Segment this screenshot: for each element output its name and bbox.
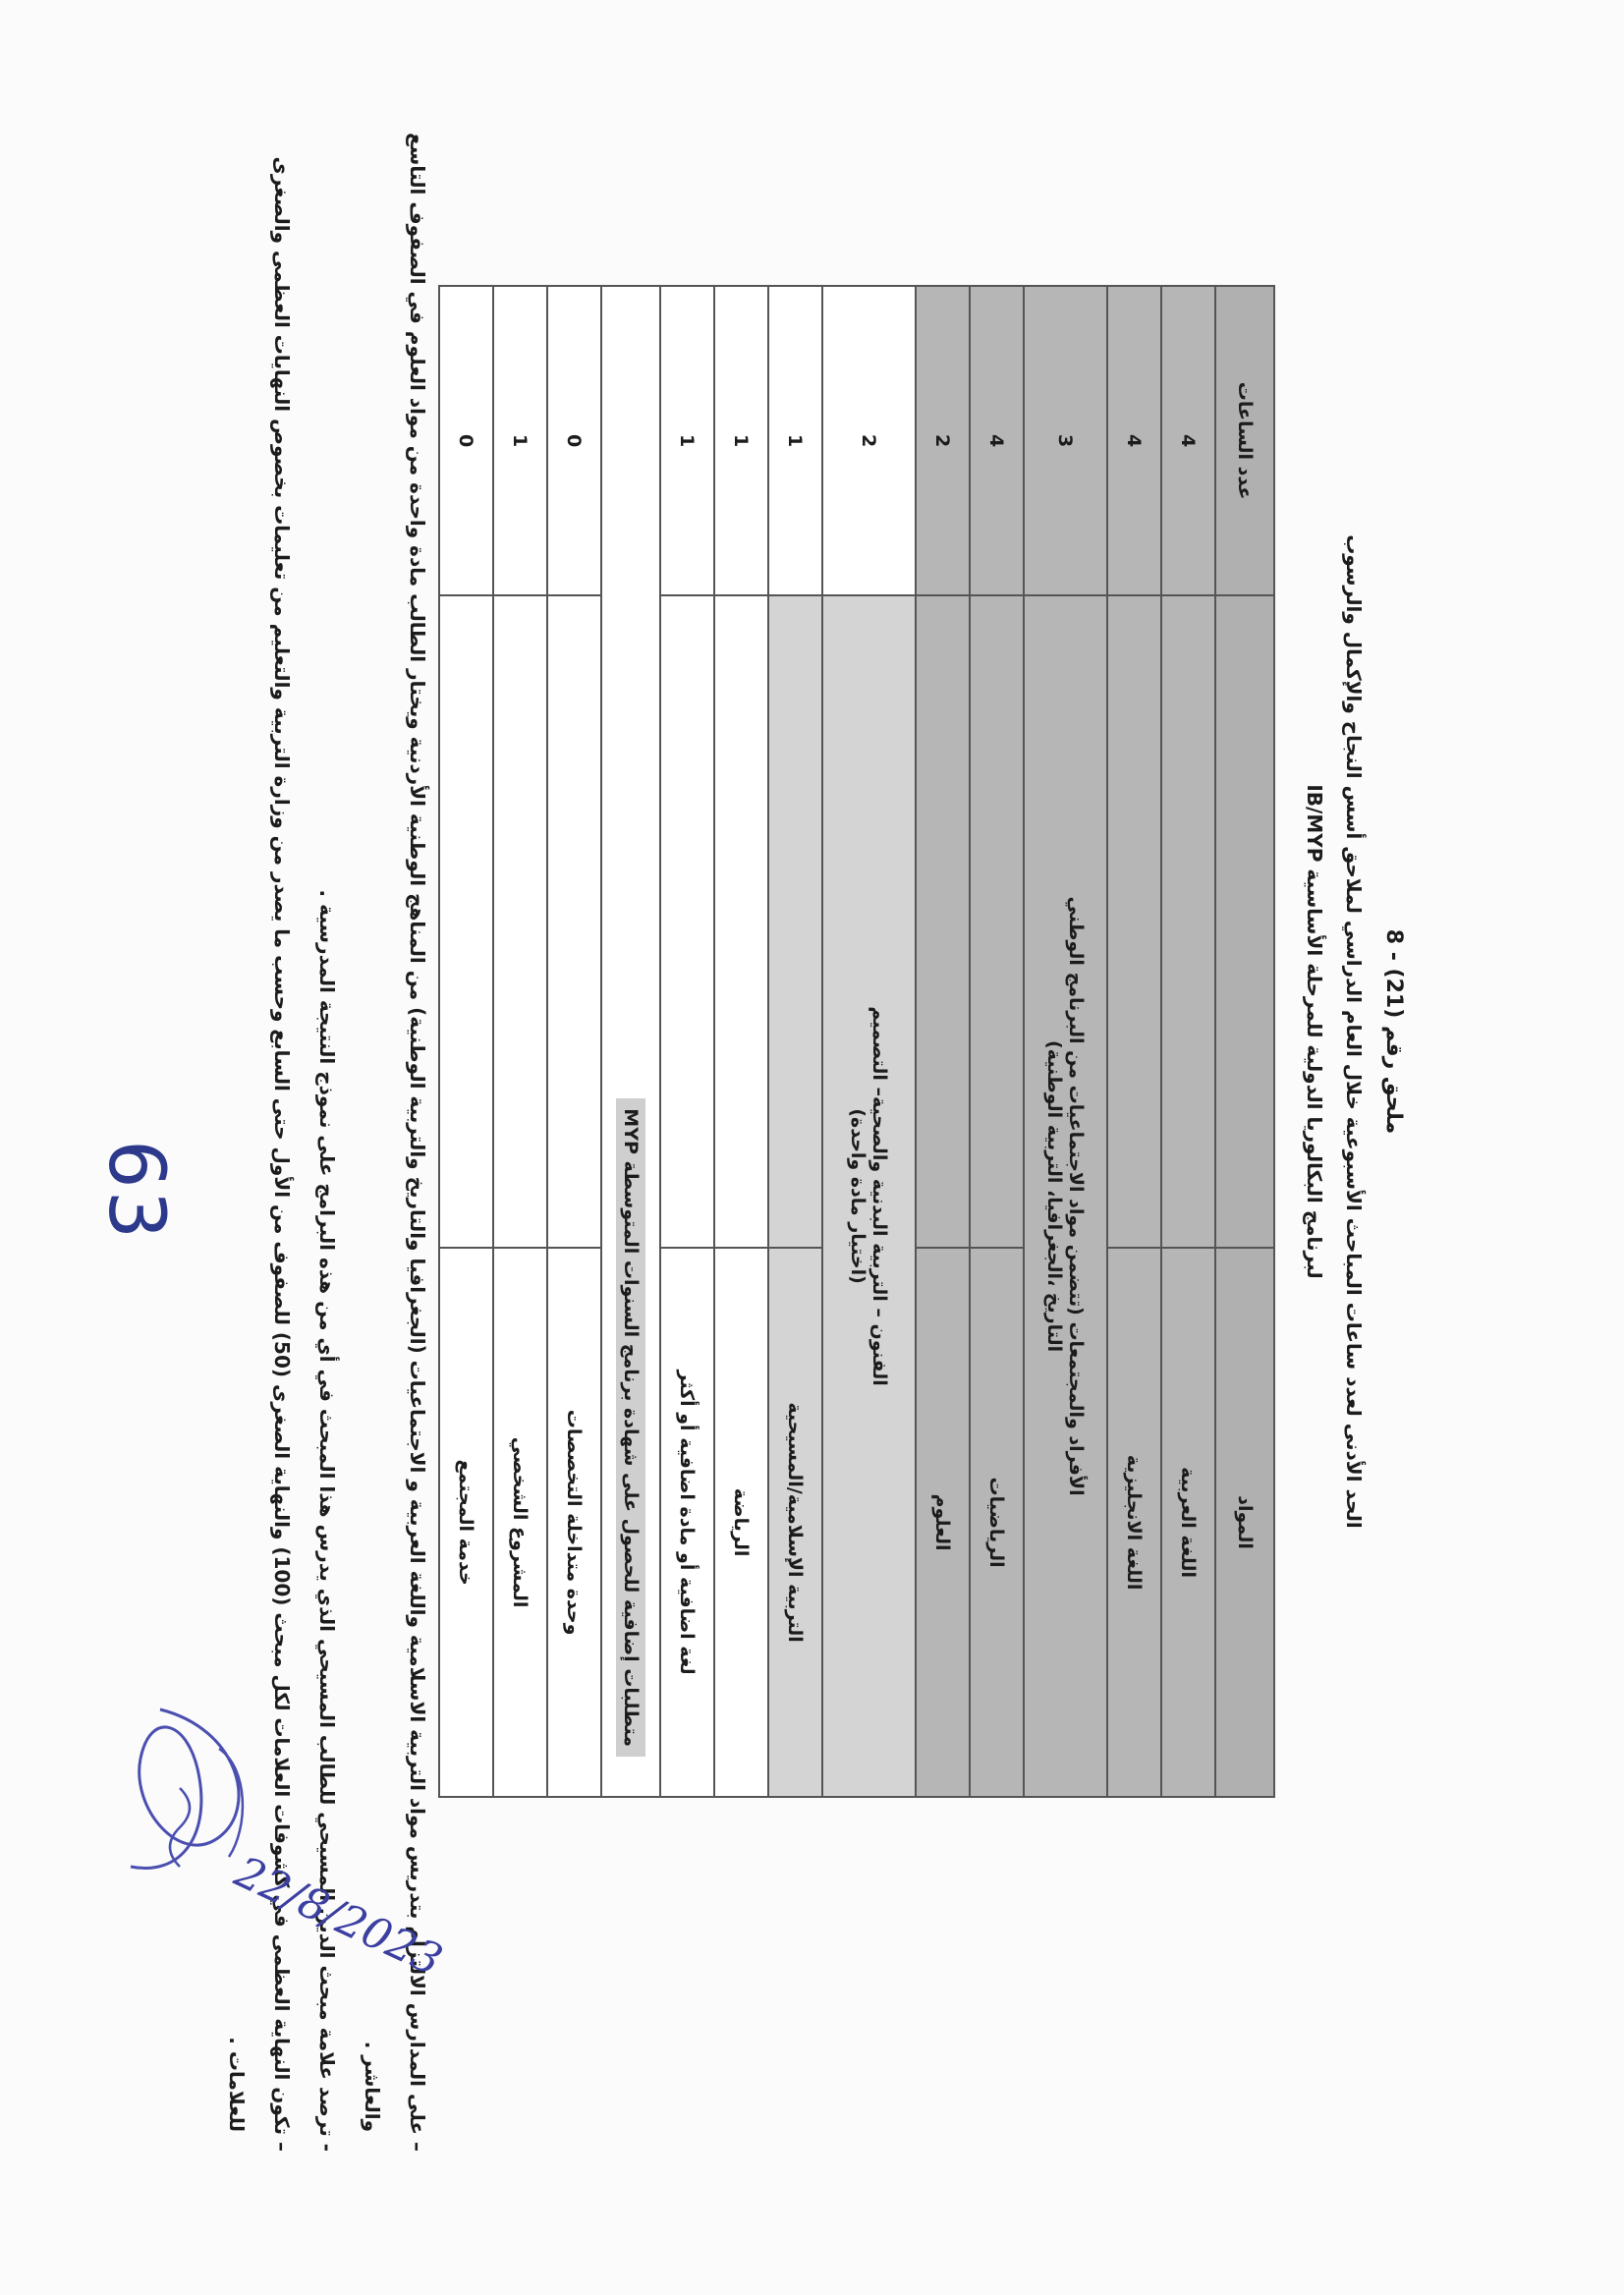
page-number: 63 (91, 1140, 180, 1242)
table-cell-subject: الرياضة (714, 1248, 768, 1797)
table-cell-blank (768, 595, 822, 1248)
table-cell-blank (970, 595, 1024, 1248)
table-cell-blank (547, 595, 601, 1248)
subtitle-line: لبرنامج البكالوريا الدولية للمرحلة الأساسية IB/MYP (1303, 784, 1326, 1279)
table-cell-hours: 1 (714, 286, 768, 595)
table-cell-blank (439, 595, 493, 1248)
subject-line: (اختيار مادة واحدة) (847, 1108, 869, 1284)
table-cell-subject: الرياضيات (970, 1248, 1024, 1797)
table-cell-subject (822, 595, 916, 1797)
note-line: – على المدارس الالتزام بتدريس مواد التربية الاسلامية واللغة العربية و الاجتماعيات (الجغرافيا والتاريخ والتربية الوطنية) من المناهج الوطنية الأردنية ويختار الطالب مادة واحدة من مواد العلوم في الصفوف التاسع (406, 133, 429, 2152)
col-header-hours: عدد الساعات (1215, 286, 1274, 595)
table-cell-hours: 0 (547, 286, 601, 595)
table-cell-blank (1161, 595, 1215, 1248)
section-header: متطلبات إضافية للحصول على شهادة برنامج السنوات المتوسطة MYP (616, 1098, 645, 1757)
col-header-blank (1215, 595, 1274, 1248)
annex-number: ملحق رقم (21) - 8 (1381, 928, 1406, 1135)
note-line: – تكون النهاية العظمى في كشوفات العلامات لكل مبحث (100) والنهاية الصغرى (50) للصفوف من الأول حتى السابع وحسب ما يصدر من وزارة التربية والتعليم من تعليمات بخصوص النهايات العظمى والصغرى (270, 156, 294, 2152)
table-cell-blank (916, 595, 970, 1248)
table-cell-hours: 4 (1107, 286, 1161, 595)
table-cell-hours: 1 (768, 286, 822, 595)
table-cell-blank (1107, 595, 1161, 1248)
table-cell-subject: التربية الإسلامية/المسيحية (768, 1248, 822, 1797)
table-cell-hours: 1 (660, 286, 714, 595)
table-cell-hours: 1 (493, 286, 547, 595)
table-cell-hours: 4 (1161, 286, 1215, 595)
table-cell-subject: اللغة الانجليزية (1107, 1248, 1161, 1797)
title-line: الحد الأدنى لعدد ساعات المباحث الأسبوعية خلال العام الدراسي لملاحق أسس النجاح والإكمال والرسوب (1342, 534, 1366, 1529)
table-cell-subject: المشروع الشخصي (493, 1248, 547, 1797)
hours-table (438, 285, 1275, 1798)
note-line: - ترصد علامة مبحث الدين المسيحي للطالب المسيحي الذي يدرس هذا المبحث في أي من هذه البرامج على نموذج النتيجة المدرسية . (315, 889, 339, 2152)
note-line: والعاشر . (361, 2041, 384, 2132)
table-cell-blank (493, 595, 547, 1248)
table-cell-subject (1024, 595, 1107, 1797)
table-cell-hours: 3 (1024, 286, 1107, 595)
table-cell-blank (660, 595, 714, 1248)
table-cell-subject: العلوم (916, 1248, 970, 1797)
table-cell-subject: خدمة المجتمع (439, 1248, 493, 1797)
table-cell-hours: 2 (822, 286, 916, 595)
document-title (1295, 196, 1413, 1867)
note-line: للعلامات . (225, 2037, 249, 2132)
table-cell-subject: لغة اضافية أو مادة اضافية أو أكثر (660, 1248, 714, 1797)
col-header-subject: المواد (1215, 1248, 1274, 1797)
table-cell-subject: وحدة متداخلة التخصصات (547, 1248, 601, 1797)
section-header-cell (601, 286, 660, 1797)
subject-line: التاريخ ،الجغرافيا، التربية الوطنية) (1043, 1039, 1066, 1353)
table-cell-hours: 0 (439, 286, 493, 595)
table-cell-hours: 4 (970, 286, 1024, 595)
subject-line: الأفراد والمجتمعات (تتضمن مواد الاجتماعيات من البرنامج الوطني (1065, 896, 1088, 1496)
subject-line: الفنون – التربية البدنية والصحية– التصميم (868, 1006, 891, 1386)
table-cell-blank (714, 595, 768, 1248)
table-cell-subject: اللغة العربية (1161, 1248, 1215, 1797)
signature-date: 22/8/2023 (227, 1847, 450, 1987)
table-cell-hours: 2 (916, 286, 970, 595)
